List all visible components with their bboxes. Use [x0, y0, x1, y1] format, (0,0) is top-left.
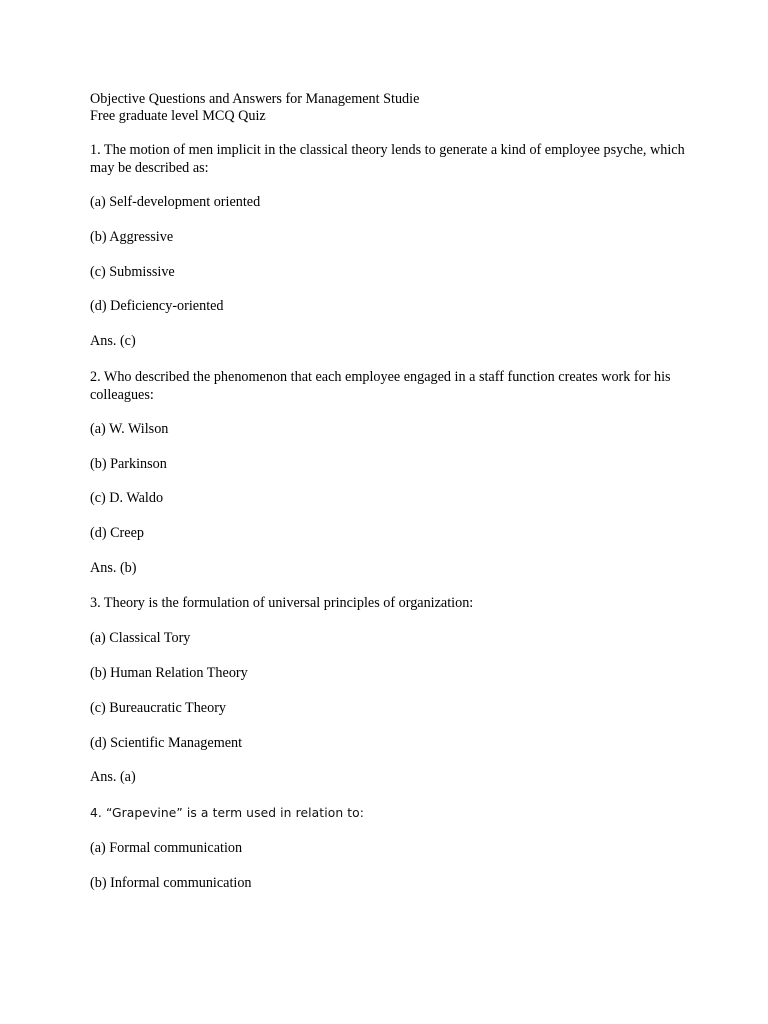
question-2-option-b: (b) Parkinson: [90, 456, 167, 472]
question-text: 2. Who described the phenomenon that each employee engaged in a staff function creates work for his colleagues:: [90, 369, 671, 403]
question-1-answer: Ans. (c): [90, 333, 136, 349]
question-3-option-d: (d) Scientific Management: [90, 735, 243, 751]
question-text: 1. The motion of men implicit in the classical theory lends to generate a kind of employee psyche, which may be described as:: [90, 142, 685, 176]
question-1-option-c: (c) Submissive: [90, 264, 175, 280]
question-text: 4. “Grapevine” is a term used in relation to:: [90, 806, 365, 820]
question-2-option-c: (c) D. Waldo: [90, 490, 164, 506]
question-3-option-c: (c) Bureaucratic Theory: [90, 700, 227, 716]
question-2-option-a: (a) W. Wilson: [90, 421, 169, 437]
question-3-answer: Ans. (a): [90, 769, 136, 785]
question-4-option-a: (a) Formal communication: [90, 840, 243, 856]
question-2: [90, 369, 690, 404]
question-4: [90, 805, 690, 823]
document-header: [90, 91, 690, 125]
question-1: [90, 142, 690, 177]
question-3-option-a: (a) Classical Tory: [90, 630, 191, 646]
question-2-answer: Ans. (b): [90, 560, 137, 576]
question-1-option-a: (a) Self-development oriented: [90, 194, 261, 210]
question-3-option-b: (b) Human Relation Theory: [90, 665, 248, 681]
document-title: Objective Questions and Answers for Management Studie: [90, 91, 420, 107]
question-1-option-d: (d) Deficiency-oriented: [90, 298, 224, 314]
question-text: 3. Theory is the formulation of universal principles of organization:: [90, 595, 474, 611]
question-2-option-d: (d) Creep: [90, 525, 144, 541]
document-subtitle: Free graduate level MCQ Quiz: [90, 108, 266, 124]
question-3: [90, 595, 690, 613]
question-4-option-b: (b) Informal communication: [90, 875, 252, 891]
question-1-option-b: (b) Aggressive: [90, 229, 174, 245]
